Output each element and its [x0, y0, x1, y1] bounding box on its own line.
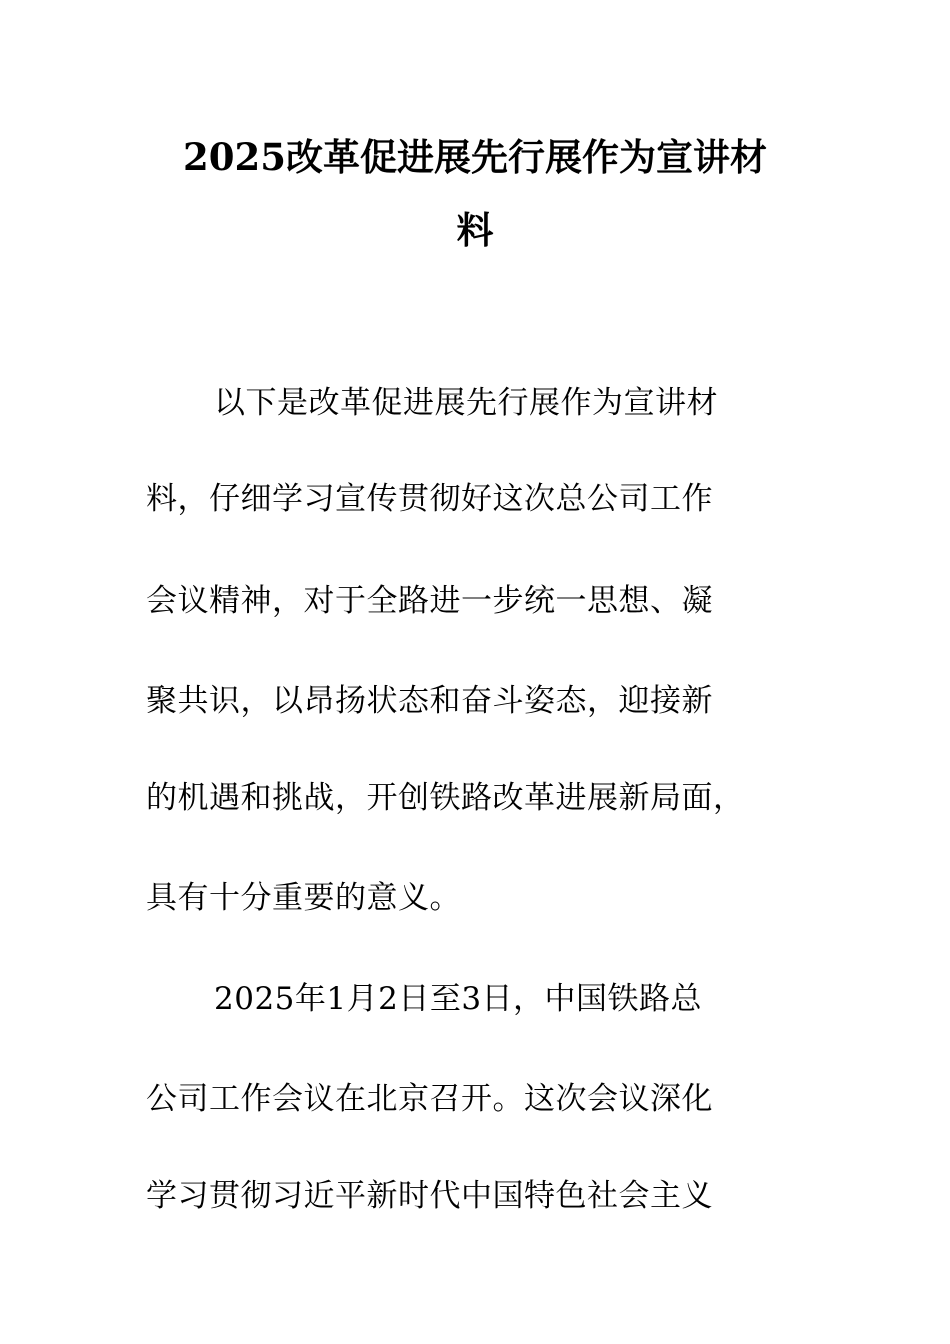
paragraph-1-line-4: 聚共识，以昂扬状态和奋斗姿态，迎接新 — [146, 683, 713, 719]
paragraph-1-line-2: 料，仔细学习宣传贯彻好这次总公司工作 — [146, 481, 713, 517]
paragraph-1-line-5: 的机遇和挑战，开创铁路改革进展新局面， — [146, 780, 745, 816]
paragraph-2-line-1: 2025年1月2日至3日，中国铁路总 — [214, 981, 703, 1017]
paragraph-2-line-2: 公司工作会议在北京召开。这次会议深化 — [146, 1081, 713, 1117]
paragraph-1-line-6: 具有十分重要的意义。 — [146, 880, 461, 916]
paragraph-2-line-3: 学习贯彻习近平新时代中国特色社会主义 — [146, 1178, 713, 1214]
document-title-line-1: 2025改革促进展先行展作为宣讲材 — [183, 135, 767, 179]
paragraph-1-line-1: 以下是改革促进展先行展作为宣讲材 — [214, 385, 718, 421]
paragraph-1-line-3: 会议精神，对于全路进一步统一思想、凝 — [146, 583, 713, 619]
document-title-line-2: 料 — [456, 208, 494, 252]
